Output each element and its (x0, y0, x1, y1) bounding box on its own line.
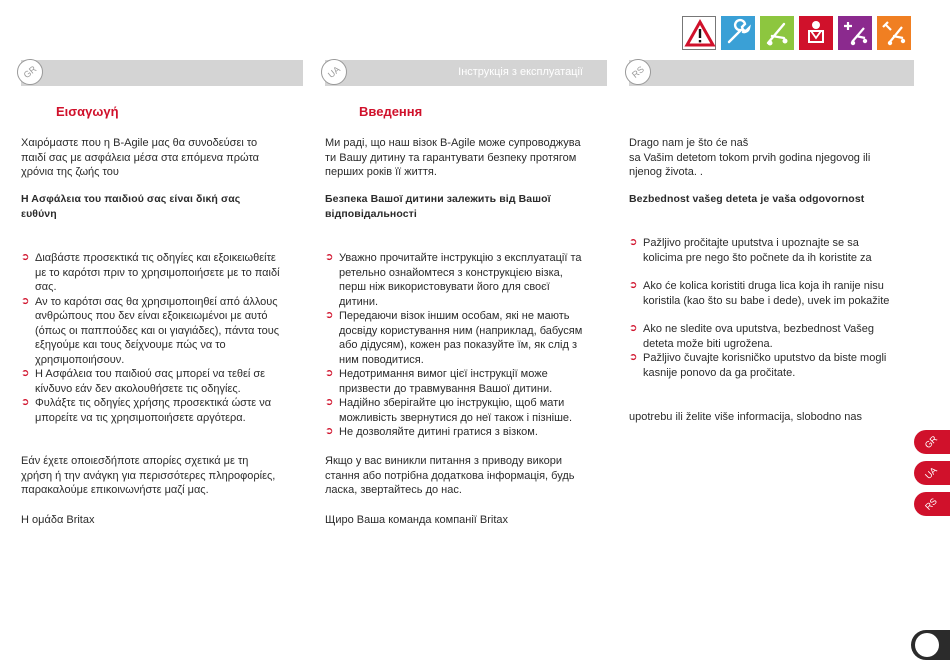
language-tag-ua: UA (316, 54, 353, 91)
arrow-bullet-icon: ➲ (629, 237, 638, 248)
contact-text: Εάν έχετε οποιεσδήποτε απορίες σχετικά με τη χρήση ή την ανάγκη για περισσότερες πληροφορίες, παρακαλούμε επικοινωνήστε μαζί μας. (21, 455, 276, 496)
safety-list (21, 251, 280, 425)
arrow-bullet-icon: ➲ (21, 368, 30, 379)
section-heading: Введення (359, 104, 423, 119)
list-item: ➲ Передаючи візок іншим особам, які не мають досвіду користування ним (наприклад, бабусям або дідусям), кожен раз показуйте їм, як слід з ним поводитися. (325, 310, 583, 366)
intro-text: Ми раді, що наш візок B-Agile може супроводжува ти Вашу дитину та гарантувати безпеку протягом перших років її життя. (325, 137, 581, 178)
list-item: ➲ Pažljivo pročitajte uputstva i upoznajte se sa kolicima pre nego što počnete da ih koristite za (629, 237, 872, 264)
list-item: ➲ Διαβάστε προσεκτικά τις οδηγίες και εξοικειωθείτε με το καρότσι πριν το χρησιμοποιήσετε με το παιδί σας. (21, 252, 280, 293)
list-item: ➲ Φυλάξτε τις οδηγίες χρήσης προσεκτικά ώστε να μπορείτε να τις χρησιμοποιήσετε αργότερα. (21, 397, 272, 424)
pictogram-strip (682, 16, 911, 50)
list-item: ➲ Αν το καρότσι σας θα χρησιμοποιηθεί από άλλους ανθρώπους που δεν είναι εξοικειωμένοι με αυτό (όπως οι παππούδες και οι γιαγιάδες), πάντα τους εξηγούμε και τους δείχνουμε πώς να το χρησιμοποιήσουν. (21, 295, 280, 366)
safety-statement: Безпека Вашої дитини залежить від Вашої відповідальності (325, 193, 551, 220)
stroller-maintenance-icon (877, 16, 911, 50)
intro-text: Drago nam je što će naš sa Vašim detetom tokom prvih godina njegovog ili njenog života. . (629, 137, 871, 178)
warning-icon (682, 16, 716, 50)
child-harness-icon (799, 16, 833, 50)
language-tag-rs: RS (620, 54, 657, 91)
list-item: ➲ Надійно зберігайте цю інструкцію, щоб мати можливість звернутися до неї також і пізніше. (325, 397, 573, 424)
arrow-bullet-icon: ➲ (21, 252, 30, 263)
page-marker-tab (911, 630, 950, 660)
arrow-bullet-icon: ➲ (325, 368, 334, 379)
arrow-bullet-icon: ➲ (629, 323, 638, 334)
side-tab-rs[interactable]: RS (914, 492, 950, 516)
arrow-bullet-icon: ➲ (325, 397, 334, 408)
page-marker-dot (915, 633, 939, 657)
arrow-bullet-icon: ➲ (325, 426, 334, 437)
arrow-bullet-icon: ➲ (629, 280, 638, 291)
arrow-bullet-icon: ➲ (21, 397, 30, 408)
list-item: ➲ Недотримання вимог цієї інструкції може призвести до травмування Вашої дитини. (325, 368, 553, 395)
list-item: ➲ Ako će kolica koristiti druga lica koja ih ranije nisu koristila (kao što su babe i dede), uvek im pokažite (629, 280, 890, 307)
signature: Η ομάδα Britax (21, 514, 95, 526)
safety-statement: Bezbednost vašeg deteta je vaša odgovornost (629, 193, 865, 205)
language-tag-gr: GR (12, 54, 49, 91)
contact-text: upotrebu ili želite više informacija, slobodno nas (629, 411, 862, 423)
signature: Щиро Ваша команда компанії Britax (325, 514, 509, 526)
side-tab-ua[interactable]: UA (914, 461, 950, 485)
arrow-bullet-icon: ➲ (21, 295, 30, 307)
intro-text: Χαιρόμαστε που η B-Agile μας θα συνοδεύσει το παιδί σας με ασφάλεια μέσα στα επόμενα πρώτα χρόνια της ζωής του (21, 137, 260, 178)
arrow-bullet-icon: ➲ (325, 310, 334, 321)
safety-list (629, 236, 889, 380)
list-item: ➲ Уважно прочитайте інструкцію з експлуатації та ретельно ознайомтеся з конструкцією візка, перш ніж використовувати його для своєї дитини. (325, 252, 582, 308)
stroller-fold-icon (760, 16, 794, 50)
side-tab-gr[interactable]: GR (914, 430, 950, 454)
arrow-bullet-icon: ➲ (325, 252, 334, 263)
list-item: ➲ Pažljivo čuvajte korisničko uputstvo da biste mogli kasnije ponovo da ga pročitate. (629, 352, 887, 379)
bar-caption: Інструкція з експлуатації (458, 66, 583, 78)
safety-statement: Η Ασφάλεια του παιδιού σας είναι δική σας ευθύνη (21, 193, 241, 220)
list-item: ➲ Ako ne sledite ova uputstva, bezbednost Vašeg deteta može biti ugrožena. (629, 323, 874, 350)
language-bar-ua (325, 60, 607, 86)
list-item: ➲ Не дозволяйте дитині гратися з візком. (325, 426, 538, 438)
list-item: ➲ Η Ασφάλεια του παιδιού σας μπορεί να τεθεί σε κίνδυνο εάν δεν ακολουθήσετε τις οδηγίες. (21, 368, 266, 395)
section-heading: Εισαγωγή (56, 104, 119, 119)
stroller-accessory-icon (838, 16, 872, 50)
language-bar-gr (21, 60, 303, 86)
arrow-bullet-icon: ➲ (629, 352, 638, 363)
contact-text: Якщо у вас виникли питання з приводу викори стання або потрібна додаткова інформація, будь ласка, звертайтесь до нас. (325, 455, 575, 496)
wrench-icon (721, 16, 755, 50)
safety-list (325, 251, 582, 440)
language-bar-rs (629, 60, 914, 86)
